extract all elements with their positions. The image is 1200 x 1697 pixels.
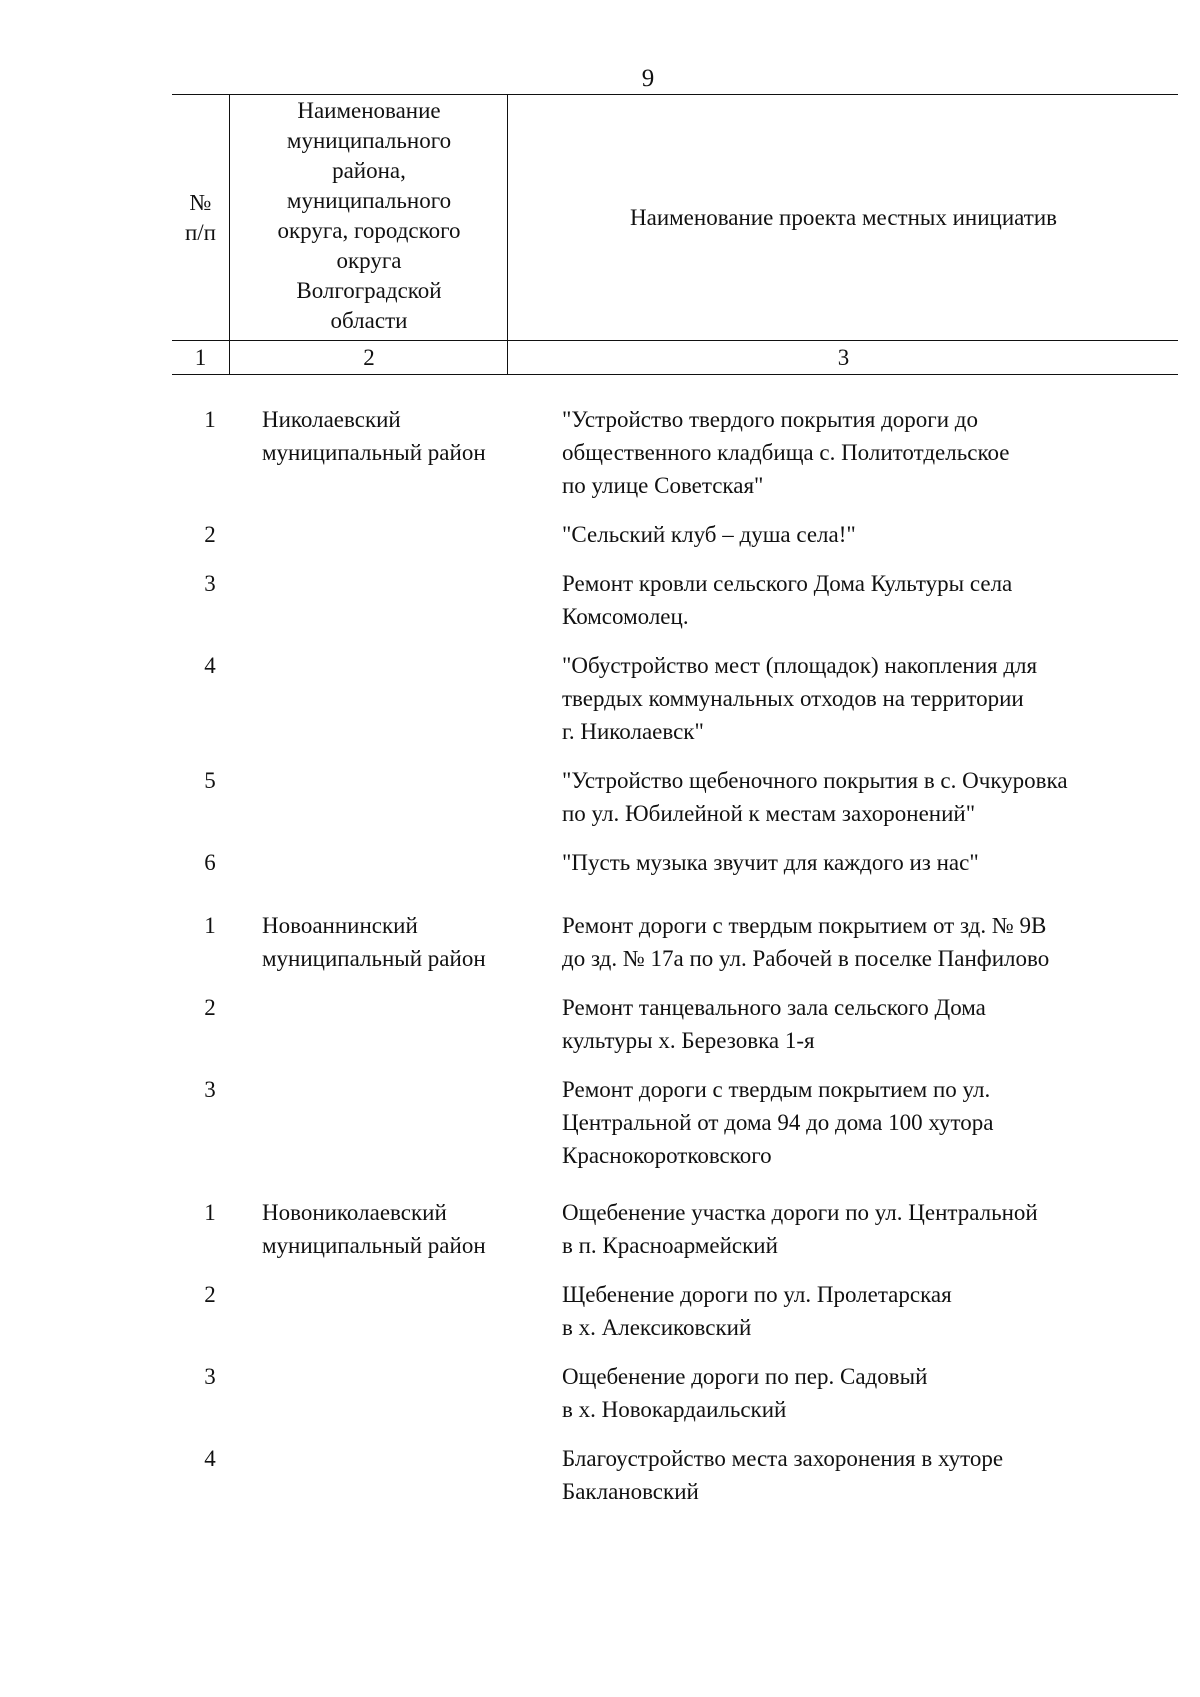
row-number: 1 xyxy=(204,913,216,938)
row-number: 3 xyxy=(204,1364,216,1389)
header-col-number: № п/п xyxy=(184,190,216,245)
header-col-project: Наименование проекта местных инициатив xyxy=(630,205,1057,230)
header-top-border xyxy=(172,94,1178,95)
row-project: "Обустройство мест (площадок) накопления для твердых коммунальных отходов на территории г. Николаевск" xyxy=(562,653,1038,744)
header-bottom-border xyxy=(172,374,1178,375)
header-num-1: 1 xyxy=(194,345,207,370)
row-number: 6 xyxy=(204,850,216,875)
row-project: "Сельский клуб – душа села!" xyxy=(562,522,856,547)
row-number: 3 xyxy=(204,1077,216,1102)
header-col-district: Наименование муниципального района, муниципального округа, городского округа Волгоградской области xyxy=(277,98,461,333)
row-project: Щебенение дороги по ул. Пролетарская в х. Алексиковский xyxy=(562,1282,952,1340)
page-number: 9 xyxy=(641,65,655,92)
row-number: 4 xyxy=(204,653,216,678)
row-number: 1 xyxy=(204,1200,216,1225)
row-project: "Устройство щебеночного покрытия в с. Очкуровка по ул. Юбилейной к местам захоронений" xyxy=(562,768,1068,826)
row-district: Николаевский муниципальный район xyxy=(262,407,486,465)
row-project: Ощебенение дороги по пер. Садовый в х. Новокардаильский xyxy=(562,1364,928,1422)
row-project: "Устройство твердого покрытия дороги до общественного кладбища с. Политотдельское по улице Советская" xyxy=(562,407,1010,498)
header-col-divider-1 xyxy=(229,94,230,374)
row-number: 2 xyxy=(204,995,216,1020)
row-project: Ремонт дороги с твердым покрытием от зд. № 9В до зд. № 17а по ул. Рабочей в поселке Панфилово xyxy=(562,913,1050,971)
row-number: 1 xyxy=(204,407,216,432)
header-num-3: 3 xyxy=(837,345,850,370)
row-district: Новоаннинский муниципальный район xyxy=(262,913,486,971)
header-num-2: 2 xyxy=(363,345,375,370)
row-number: 2 xyxy=(204,522,216,547)
header-col-divider-2 xyxy=(507,94,508,374)
row-project: "Пусть музыка звучит для каждого из нас" xyxy=(562,850,979,875)
row-number: 5 xyxy=(204,768,216,793)
row-number: 2 xyxy=(204,1282,216,1307)
row-project: Ремонт дороги с твердым покрытием по ул. Центральной от дома 94 до дома 100 хутора Краснокоротковского xyxy=(562,1077,994,1168)
row-number: 4 xyxy=(204,1446,216,1471)
header-mid-border xyxy=(172,340,1178,341)
row-number: 3 xyxy=(204,571,216,596)
row-project: Ремонт танцевального зала сельского Дома культуры х. Березовка 1-я xyxy=(562,995,986,1053)
row-project: Ощебенение участка дороги по ул. Центральной в п. Красноармейский xyxy=(562,1200,1038,1258)
row-project: Ремонт кровли сельского Дома Культуры села Комсомолец. xyxy=(562,571,1013,629)
row-project: Благоустройство места захоронения в хуторе Баклановский xyxy=(562,1446,1004,1504)
row-district: Новониколаевский муниципальный район xyxy=(262,1200,486,1258)
